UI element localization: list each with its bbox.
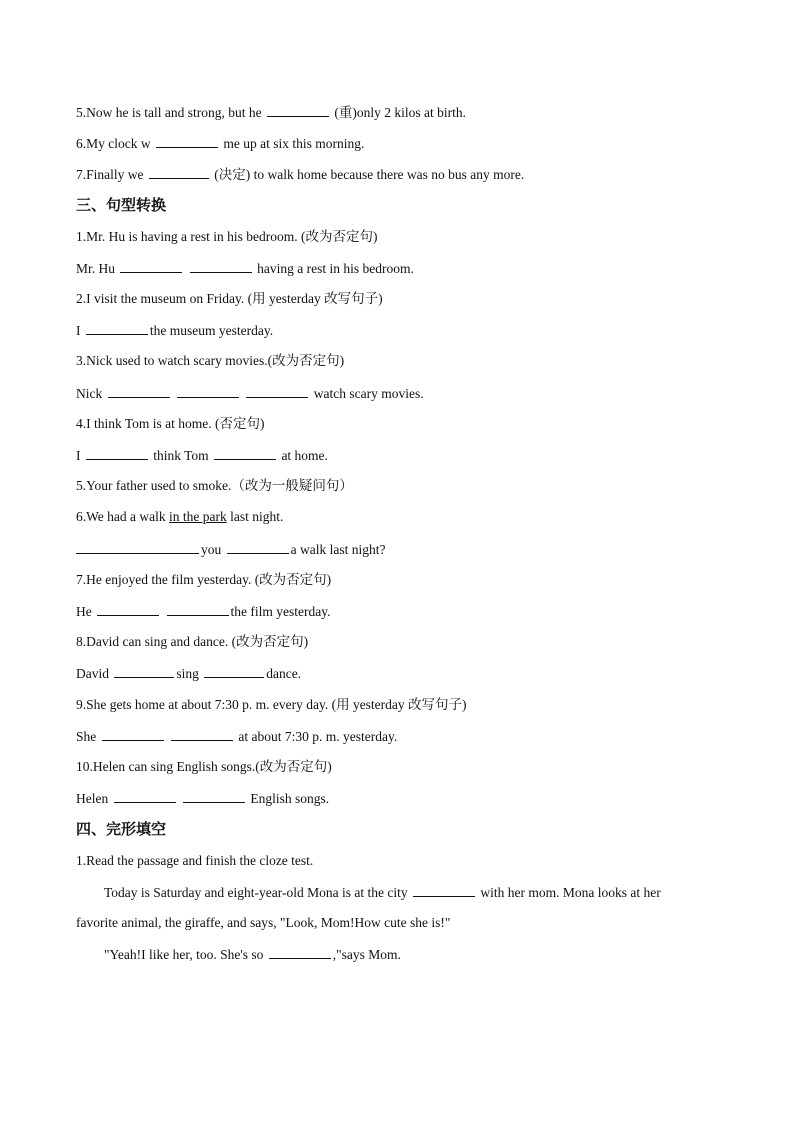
answer-blank[interactable]: [183, 789, 245, 803]
question-text: 5.Now he is tall and strong, but he: [76, 105, 262, 120]
answer-blank[interactable]: [269, 945, 331, 959]
sec3-q9: 9.She gets home at about 7:30 p. m. every day. (用 yesterday 改写句子): [76, 697, 467, 712]
answer-blank[interactable]: [86, 446, 148, 460]
answer-blank[interactable]: [167, 602, 229, 616]
answer-blank[interactable]: [214, 446, 276, 460]
answer-blank[interactable]: [102, 727, 164, 741]
answer-blank[interactable]: [114, 664, 174, 678]
sec2-q5: [76, 103, 734, 122]
question-text: (决定) to walk home because there was no bus any more.: [214, 167, 525, 182]
question-text: 6.My clock w: [76, 136, 151, 151]
sec3-q1-answer: Mr. Hu having a rest in his bedroom.: [76, 261, 414, 276]
answer-blank[interactable]: [246, 384, 308, 398]
section-3-heading: 三、句型转换: [76, 196, 167, 214]
answer-blank[interactable]: [177, 384, 239, 398]
answer-blank[interactable]: [97, 602, 159, 616]
sec4-q1: 1.Read the passage and finish the cloze test.: [76, 853, 314, 868]
sec3-q6-answer: you a walk last night?: [76, 540, 734, 559]
sec3-q8: 8.David can sing and dance. (改为否定句): [76, 634, 309, 649]
passage-line-2: favorite animal, the giraffe, and says, "Look, Mom!How cute she is!": [76, 915, 451, 930]
sec3-q4-answer: I think Tom at home.: [76, 448, 328, 463]
sec3-q10: 10.Helen can sing English songs.(改为否定句): [76, 759, 332, 774]
underlined-phrase: in the park: [169, 509, 227, 524]
answer-blank[interactable]: [149, 165, 209, 179]
sec2-q6: [76, 134, 734, 153]
answer-blank[interactable]: [76, 540, 199, 554]
answer-blank[interactable]: [86, 321, 148, 335]
answer-blank[interactable]: [227, 540, 289, 554]
passage-line-1: Today is Saturday and eight-year-old Mona is at the city with her mom. Mona looks at her: [104, 885, 661, 900]
answer-blank[interactable]: [171, 727, 233, 741]
passage-line-3: "Yeah!I like her, too. She's so ,"says Mom.: [104, 947, 401, 962]
sec3-q7-answer: He the film yesterday.: [76, 604, 331, 619]
sec3-q3: 3.Nick used to watch scary movies.(改为否定句): [76, 353, 345, 368]
answer-blank[interactable]: [114, 789, 176, 803]
answer-blank[interactable]: [204, 664, 264, 678]
answer-blank[interactable]: [120, 259, 182, 273]
sec3-q1: 1.Mr. Hu is having a rest in his bedroom. (改为否定句): [76, 229, 378, 244]
sec3-q9-answer: She at about 7:30 p. m. yesterday.: [76, 729, 398, 744]
question-text: (重)only 2 kilos at birth.: [334, 105, 466, 120]
sec3-q8-answer: David sing dance.: [76, 666, 302, 681]
sec3-q2-answer: I the museum yesterday.: [76, 323, 274, 338]
answer-blank[interactable]: [156, 134, 218, 148]
sec3-q5: 5.Your father used to smoke.（改为一般疑问句）: [76, 478, 353, 493]
section-4-heading: 四、完形填空: [76, 820, 167, 838]
answer-blank[interactable]: [413, 883, 475, 897]
answer-blank[interactable]: [190, 259, 252, 273]
answer-blank[interactable]: [108, 384, 170, 398]
question-text: me up at six this morning.: [223, 136, 365, 151]
sec3-q3-answer: Nick watch scary movies.: [76, 386, 424, 401]
question-text: 7.Finally we: [76, 167, 144, 182]
sec3-q4: 4.I think Tom is at home. (否定句): [76, 416, 265, 431]
answer-blank[interactable]: [267, 103, 329, 117]
sec3-q2: 2.I visit the museum on Friday. (用 yesterday 改写句子): [76, 291, 383, 306]
sec3-q10-answer: Helen English songs.: [76, 791, 330, 806]
sec3-q6: 6.We had a walk in the park last night.: [76, 509, 284, 524]
sec3-q7: 7.He enjoyed the film yesterday. (改为否定句): [76, 572, 332, 587]
sec2-q7: [76, 165, 734, 184]
